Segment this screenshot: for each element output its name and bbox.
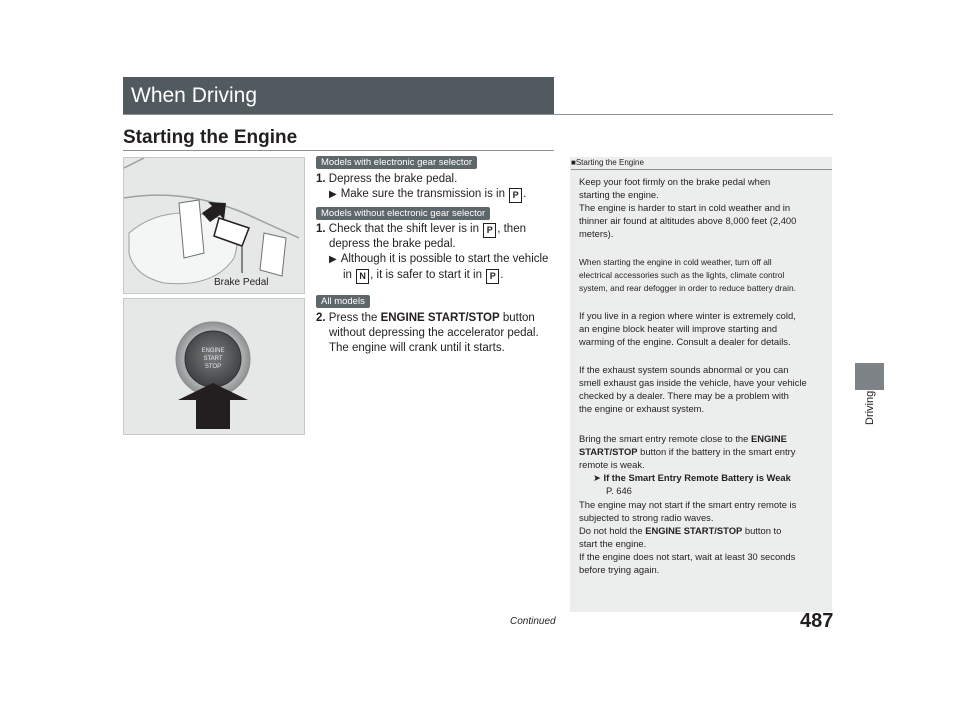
step-number: 2. <box>316 312 326 324</box>
step-1-standard-sub <box>329 252 555 267</box>
start-button-drawing <box>124 299 304 434</box>
step-text-end: , then <box>497 223 526 235</box>
step-number: 1. <box>316 223 326 235</box>
note-line <box>579 524 827 537</box>
note-line: subjected to strong radio waves. <box>579 512 714 523</box>
note-paragraph-5 <box>579 432 827 497</box>
note-text-bold: START/STOP <box>579 446 638 457</box>
note-line: Keep your foot firmly on the brake pedal when <box>579 176 771 187</box>
page-number: 487 <box>800 610 834 632</box>
page-title: Starting the Engine <box>123 127 298 148</box>
sub-text: in <box>343 269 352 281</box>
tag-all-models: All models <box>316 295 370 308</box>
note-line: thinner air found at altitudes above 8,000 feet (2,400 <box>579 215 797 226</box>
chapter-tab-marker <box>855 363 884 390</box>
note-heading-text: Starting the Engine <box>575 158 644 167</box>
cross-reference-page[interactable]: P. 646 <box>606 485 632 496</box>
step-text: Check that the shift lever is in <box>328 223 480 235</box>
button-text-line-3: STOP <box>204 364 222 370</box>
note-line: system, and rear defogger in order to reduce battery drain. <box>579 283 796 293</box>
gear-n-key: N <box>356 269 369 284</box>
note-line: before trying again. <box>579 564 660 575</box>
button-text-line-1: ENGINE <box>201 348 225 354</box>
note-text: button if the battery in the smart entry <box>640 446 796 457</box>
step-2-line-2: without depressing the accelerator pedal. <box>329 327 539 339</box>
note-heading <box>571 158 644 167</box>
continued-label: Continued <box>510 616 556 627</box>
arrow-bullet-icon: ▶ <box>329 189 337 200</box>
step-1-electronic <box>316 172 551 187</box>
press-arrow-icon <box>178 383 248 429</box>
tag-electronic-gear-selector: Models with electronic gear selector <box>316 156 477 169</box>
cross-reference-icon: ➤ <box>593 472 601 483</box>
note-text-bold: ENGINE <box>750 433 787 444</box>
step-1-standard-sub-cont <box>343 268 555 284</box>
note-line: an engine block heater will improve starting and <box>579 323 778 334</box>
gear-p-key: P <box>509 188 522 203</box>
step-1-standard <box>316 222 556 238</box>
note-text: Do not hold the <box>579 525 643 536</box>
cross-reference-title[interactable]: If the Smart Entry Remote Battery is Weak <box>603 472 791 483</box>
tag-without-electronic-gear-selector: Models without electronic gear selector <box>316 207 490 220</box>
brake-pedal-drawing <box>124 158 304 293</box>
step-2-line-3: The engine will crank until it starts. <box>329 342 505 354</box>
engine-start-button-illustration <box>123 298 305 435</box>
note-line: electrical accessories such as the lights, climate control <box>579 270 785 280</box>
note-paragraph-1 <box>579 175 827 240</box>
gear-p-key: P <box>483 223 496 238</box>
note-line: starting the engine. <box>579 189 659 200</box>
sub-text: , it is safer to start it in <box>370 269 482 281</box>
step-number: 1. <box>316 173 326 185</box>
arrow-bullet-icon: ▶ <box>329 254 337 265</box>
note-line: warming of the engine. Consult a dealer for details. <box>579 336 791 347</box>
gear-p-key: P <box>486 269 499 284</box>
note-paragraph-4 <box>579 363 827 415</box>
note-line <box>579 445 827 458</box>
note-line: If the exhaust system sounds abnormal or you can <box>579 364 789 375</box>
note-paragraph-2 <box>579 256 827 295</box>
note-line: start the engine. <box>579 538 647 549</box>
note-text: Bring the smart entry remote close to the <box>579 433 749 444</box>
note-heading-rule <box>571 169 832 170</box>
note-line: If the engine does not start, wait at least 30 seconds <box>579 551 796 562</box>
note-line: When starting the engine in cold weather, turn off all <box>579 257 772 267</box>
note-text-bold: ENGINE START/STOP <box>645 525 743 536</box>
sub-text-end: . <box>523 188 527 200</box>
section-title: When Driving <box>123 77 554 115</box>
title-divider <box>123 150 554 151</box>
sub-text: Make sure the transmission is in <box>340 188 505 200</box>
step-1-standard-cont: depress the brake pedal. <box>329 238 456 250</box>
note-line <box>579 432 827 445</box>
button-text-line-2: START <box>203 356 223 362</box>
note-line: meters). <box>579 228 614 239</box>
note-paragraph-6 <box>579 498 827 576</box>
brake-pedal-illustration <box>123 157 305 294</box>
step-text: button <box>502 312 535 324</box>
note-line: The engine is harder to start in cold weather and in <box>579 202 791 213</box>
sub-text-end: . <box>500 269 504 281</box>
note-text: button to <box>744 525 782 536</box>
note-line: smell exhaust gas inside the vehicle, have your vehicle <box>579 377 807 388</box>
note-marker-icon: ■ <box>571 158 576 167</box>
step-1-electronic-sub <box>329 187 554 203</box>
step-text: Depress the brake pedal. <box>328 173 458 185</box>
brake-pedal-caption: Brake Pedal <box>214 277 269 288</box>
cross-reference-link[interactable] <box>579 471 827 484</box>
step-2 <box>316 311 556 326</box>
note-line: checked by a dealer. There may be a problem with <box>579 390 789 401</box>
note-line: If you live in a region where winter is extremely cold, <box>579 310 796 321</box>
note-line: The engine may not start if the smart entry remote is <box>579 499 797 510</box>
note-paragraph-3 <box>579 309 827 348</box>
chapter-tab-label: Driving <box>864 390 876 426</box>
step-text: Press the <box>328 312 378 324</box>
note-line: the engine or exhaust system. <box>579 403 705 414</box>
step-text-bold: ENGINE START/STOP <box>380 312 500 324</box>
section-divider <box>123 114 833 115</box>
sub-text: Although it is possible to start the vehicle <box>340 253 549 265</box>
note-line: remote is weak. <box>579 459 645 470</box>
